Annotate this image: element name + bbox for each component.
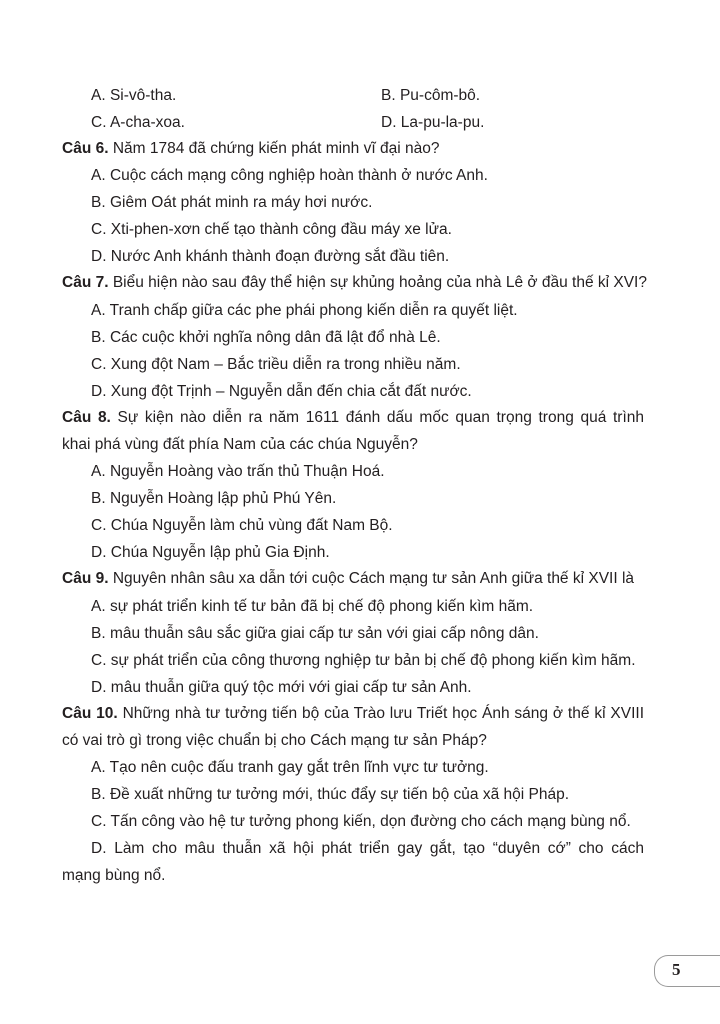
q10-option-a: A. Tạo nên cuộc đấu tranh gay gắt trên lĩnh vực tư tưởng. bbox=[91, 759, 489, 776]
question-9 bbox=[62, 569, 634, 589]
q7-option-c: C. Xung đột Nam – Bắc triều diễn ra trong nhiều năm. bbox=[91, 356, 461, 373]
question-7-text: Biểu hiện nào sau đây thể hiện sự khủng hoảng của nhà Lê ở đầu thế kỉ XVI? bbox=[112, 274, 647, 291]
question-8-label: Câu 8. bbox=[62, 409, 111, 426]
q5-option-c: C. A-cha-xoa. bbox=[91, 114, 185, 131]
question-8-text-line2: khai phá vùng đất phía Nam của các chúa Nguyễn? bbox=[62, 436, 418, 453]
q10-option-d-line2: mạng bùng nổ. bbox=[62, 867, 166, 884]
q10-option-b: B. Đề xuất những tư tưởng mới, thúc đẩy sự tiến bộ của xã hội Pháp. bbox=[91, 786, 570, 803]
q9-option-b: B. mâu thuẫn sâu sắc giữa giai cấp tư sản với giai cấp nông dân. bbox=[91, 625, 539, 642]
q10-option-c: C. Tấn công vào hệ tư tưởng phong kiến, dọn đường cho cách mạng bùng nổ. bbox=[91, 813, 631, 830]
question-8 bbox=[62, 408, 644, 428]
q9-option-a: A. sự phát triển kinh tế tư bản đã bị chế độ phong kiến kìm hãm. bbox=[91, 598, 534, 615]
q7-option-a: A. Tranh chấp giữa các phe phái phong kiến diễn ra quyết liệt. bbox=[91, 302, 518, 319]
q7-option-d: D. Xung đột Trịnh – Nguyễn dẫn đến chia cắt đất nước. bbox=[91, 383, 472, 400]
q9-option-c: C. sự phát triển của công thương nghiệp tư bản bị chế độ phong kiến kìm hãm. bbox=[91, 652, 636, 669]
question-6 bbox=[62, 139, 439, 159]
page-number: 5 bbox=[672, 960, 681, 979]
q9-option-d: D. mâu thuẫn giữa quý tộc mới với giai cấp tư sản Anh. bbox=[91, 679, 472, 696]
q6-option-a: A. Cuộc cách mạng công nghiệp hoàn thành ở nước Anh. bbox=[91, 167, 488, 184]
q5-option-d: D. La-pu-la-pu. bbox=[381, 114, 485, 131]
question-7 bbox=[62, 273, 647, 293]
q5-option-b: B. Pu-côm-bô. bbox=[381, 87, 481, 104]
question-9-text: Nguyên nhân sâu xa dẫn tới cuộc Cách mạng tư sản Anh giữa thế kỉ XVII là bbox=[112, 570, 635, 587]
q6-option-b: B. Giêm Oát phát minh ra máy hơi nước. bbox=[91, 194, 373, 211]
question-9-label: Câu 9. bbox=[62, 570, 109, 587]
question-7-label: Câu 7. bbox=[62, 274, 109, 291]
question-8-text-line1: Sự kiện nào diễn ra năm 1611 đánh dấu mốc quan trọng trong quá trình bbox=[117, 409, 645, 426]
q10-option-d-line1: D. Làm cho mâu thuẫn xã hội phát triển gay gắt, tạo “duyên cớ” cho cách bbox=[91, 840, 644, 857]
q6-option-c: C. Xti-phen-xơn chế tạo thành công đầu máy xe lửa. bbox=[91, 221, 452, 238]
question-10 bbox=[62, 704, 644, 724]
question-6-text: Năm 1784 đã chứng kiến phát minh vĩ đại nào? bbox=[112, 140, 440, 157]
q8-option-a: A. Nguyễn Hoàng vào trấn thủ Thuận Hoá. bbox=[91, 463, 385, 480]
q8-option-b: B. Nguyễn Hoàng lập phủ Phú Yên. bbox=[91, 490, 337, 507]
page-number-tab bbox=[654, 955, 720, 987]
q6-option-d: D. Nước Anh khánh thành đoạn đường sắt đầu tiên. bbox=[91, 248, 450, 265]
question-10-label: Câu 10. bbox=[62, 705, 118, 722]
q5-option-a: A. Si-vô-tha. bbox=[91, 87, 177, 104]
question-6-label: Câu 6. bbox=[62, 140, 109, 157]
q7-option-b: B. Các cuộc khởi nghĩa nông dân đã lật đổ nhà Lê. bbox=[91, 329, 441, 346]
question-10-text-line1: Những nhà tư tưởng tiến bộ của Trào lưu Triết học Ánh sáng ở thế kỉ XVIII bbox=[122, 705, 645, 722]
question-10-text-line2: có vai trò gì trong việc chuẩn bị cho Cách mạng tư sản Pháp? bbox=[62, 732, 487, 749]
q8-option-c: C. Chúa Nguyễn làm chủ vùng đất Nam Bộ. bbox=[91, 517, 393, 534]
q8-option-d: D. Chúa Nguyễn lập phủ Gia Định. bbox=[91, 544, 330, 561]
